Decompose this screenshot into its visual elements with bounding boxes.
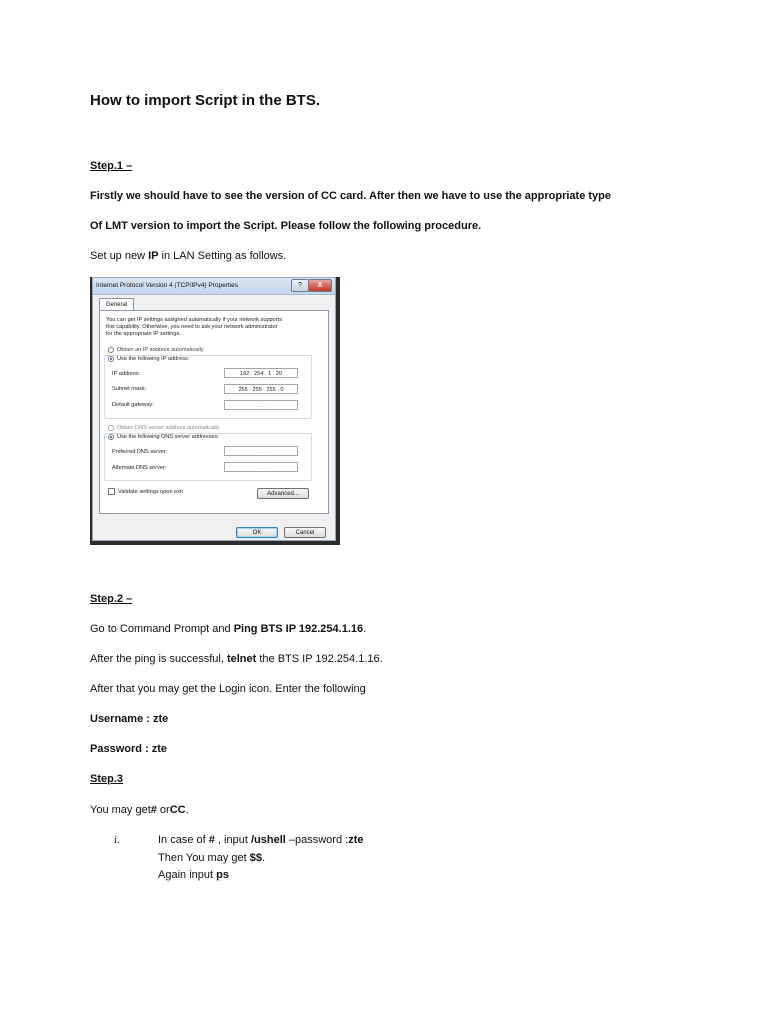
ip-address-field[interactable]: 192 . 254 . 1 . 20 xyxy=(224,368,298,378)
step3-item3-pre: Again input xyxy=(158,869,217,881)
general-panel xyxy=(99,310,329,514)
step3-cc: CC xyxy=(169,804,186,816)
step1-line1: Firstly we should have to see the version of CC card. After then we have to use the appropriate type xyxy=(90,190,611,202)
step3-item3-ps: ps xyxy=(216,869,229,881)
advanced-button[interactable]: Advanced... xyxy=(257,488,309,499)
radio-use-ip[interactable] xyxy=(108,356,114,362)
cancel-button[interactable]: Cancel xyxy=(284,527,326,538)
step3-hash: # xyxy=(150,804,157,816)
step1-line2: Of LMT version to import the Script. Please follow the following procedure. xyxy=(90,220,482,232)
step1-line3-post: in LAN Setting as follows. xyxy=(158,250,287,262)
preferred-dns-label: Preferred DNS server: xyxy=(112,449,168,455)
dialog-titlebar xyxy=(93,278,335,295)
step2-line2 xyxy=(90,653,383,665)
step2-password: Password : zte xyxy=(90,743,168,755)
step2-line1-ping: Ping BTS IP 192.254.1.16 xyxy=(233,623,364,635)
radio-auto-dns[interactable] xyxy=(108,425,114,431)
radio-use-dns-label: Use the following DNS server addresses: xyxy=(117,434,219,440)
step3-item1-zte: zte xyxy=(348,834,364,846)
step1-heading: Step.1 – xyxy=(90,160,133,172)
alternate-dns-field[interactable]: . . . xyxy=(224,462,298,472)
step3-item1-hash: # xyxy=(208,834,215,846)
radio-use-ip-label: Use the following IP address: xyxy=(117,356,190,362)
validate-label: Validate settings upon exit xyxy=(118,489,183,495)
intro-line-1: You can get IP settings assigned automatically if your network supports xyxy=(106,317,282,323)
ip-address-label: IP address: xyxy=(112,371,141,377)
step3-item3 xyxy=(158,869,229,881)
subnet-mask-field[interactable]: 255 . 255 . 255 . 0 xyxy=(224,384,298,394)
step3-item2-dollars: $$ xyxy=(249,852,262,864)
step2-line3: After that you may get the Login icon. Enter the following xyxy=(90,683,366,695)
step3-item1-mid: , input xyxy=(214,834,251,846)
step1-line3 xyxy=(90,250,286,262)
step1-line3-pre: Set up new xyxy=(90,250,149,262)
step2-line2-post: the BTS IP 192.254.1.16. xyxy=(256,653,383,665)
ok-button[interactable]: OK xyxy=(236,527,278,538)
alternate-dns-label: Alternate DNS server: xyxy=(112,465,167,471)
intro-line-2: this capability. Otherwise, you need to ask your network administrator xyxy=(106,324,278,330)
step3-item1 xyxy=(158,834,363,846)
step3-line1-mid: or xyxy=(156,804,170,816)
help-button[interactable]: ? xyxy=(291,279,309,292)
radio-auto-ip-label: Obtain an IP address automatically xyxy=(117,347,204,353)
roman-numeral-i: i. xyxy=(114,834,120,846)
step3-line1 xyxy=(90,804,189,816)
step3-heading: Step.3 xyxy=(90,773,124,785)
step3-item1-pre: In case of xyxy=(158,834,209,846)
step2-line2-telnet: telnet xyxy=(226,653,257,665)
page-title: How to import Script in the BTS. xyxy=(90,92,320,109)
radio-use-dns[interactable] xyxy=(108,434,114,440)
radio-auto-dns-label: Obtain DNS server address automatically xyxy=(117,425,220,431)
intro-line-3: for the appropriate IP settings. xyxy=(106,331,181,337)
default-gateway-label: Default gateway: xyxy=(112,402,154,408)
step3-item2-pre: Then You may get xyxy=(158,852,250,864)
step1-line3-ip: IP xyxy=(148,250,159,262)
step3-item2 xyxy=(158,852,265,864)
step2-line2-pre: After the ping is successful, xyxy=(90,653,227,665)
subnet-mask-label: Subnet mask: xyxy=(112,386,147,392)
dialog-title: Internet Protocol Version 4 (TCP/IPv4) Properties xyxy=(96,282,238,289)
step3-item2-post: . xyxy=(261,852,266,864)
tab-general[interactable]: General xyxy=(99,298,134,311)
step2-line1-pre: Go to Command Prompt and xyxy=(90,623,234,635)
step3-line1-pre: You may get xyxy=(90,804,151,816)
default-gateway-field[interactable]: . . . xyxy=(224,400,298,410)
validate-checkbox[interactable] xyxy=(108,488,115,495)
tcpip-properties-dialog xyxy=(90,277,340,545)
dialog-window xyxy=(92,277,336,541)
step3-line1-post: . xyxy=(185,804,189,816)
radio-auto-ip[interactable] xyxy=(108,347,114,353)
step3-item1-mid2: –password : xyxy=(285,834,349,846)
preferred-dns-field[interactable]: . . . xyxy=(224,446,298,456)
step3-item1-ushell: /ushell xyxy=(250,834,286,846)
step2-username: Username : zte xyxy=(90,713,169,725)
close-button[interactable]: X xyxy=(308,279,332,292)
step2-line1-post: . xyxy=(363,623,367,635)
step2-line1 xyxy=(90,623,366,635)
step2-heading: Step.2 – xyxy=(90,593,133,605)
